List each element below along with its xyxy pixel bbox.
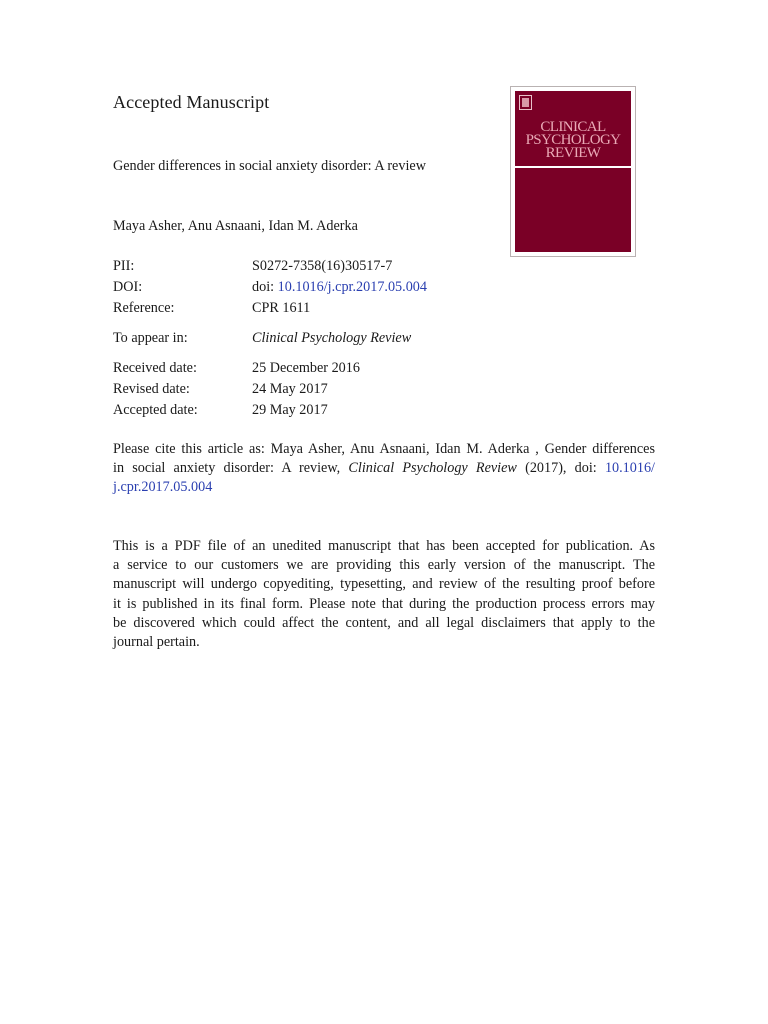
accepted-value: 29 May 2017 bbox=[252, 402, 328, 418]
cover-bottom-panel bbox=[515, 168, 631, 252]
disclaimer-line: a service to our customers we are providing this early version of the manuscript. The bbox=[113, 557, 655, 574]
page-heading: Accepted Manuscript bbox=[113, 92, 270, 112]
appear-label: To appear in: bbox=[113, 330, 188, 346]
authors: Maya Asher, Anu Asnaani, Idan M. Aderka bbox=[113, 218, 358, 234]
reference-value: CPR 1611 bbox=[252, 300, 311, 316]
citation-line bbox=[113, 478, 655, 497]
citation-paragraph bbox=[113, 440, 655, 498]
citation-doi-link-cont[interactable]: j.cpr.2017.05.004 bbox=[113, 479, 213, 496]
revised-label: Revised date: bbox=[113, 381, 190, 397]
accepted-label: Accepted date: bbox=[113, 402, 198, 418]
doi-link[interactable]: 10.1016/j.cpr.2017.05.004 bbox=[277, 279, 427, 295]
citation-line: Please cite this article as: Maya Asher, Anu Asnaani, Idan M. Aderka , Gender differences bbox=[113, 441, 655, 457]
elsevier-logo-icon bbox=[519, 95, 532, 110]
cover-top-panel bbox=[515, 91, 631, 166]
citation-text: (2017), doi: bbox=[516, 460, 605, 477]
citation-line bbox=[113, 459, 655, 478]
citation-journal: Clinical Psychology Review bbox=[348, 460, 517, 477]
journal-name: Clinical Psychology Review bbox=[252, 330, 412, 346]
cover-title-line: CLINICAL bbox=[540, 119, 606, 135]
pii-value: S0272-7358(16)30517-7 bbox=[252, 258, 393, 274]
disclaimer-line: it is published in its final form. Please note that during the production process errors may bbox=[113, 595, 655, 612]
citation-text: in social anxiety disorder: A review, bbox=[113, 460, 349, 477]
disclaimer-line: journal pertain. bbox=[113, 634, 200, 651]
reference-label: Reference: bbox=[113, 300, 175, 316]
disclaimer-line: This is a PDF file of an unedited manuscript that has been accepted for publication. As bbox=[113, 538, 655, 554]
journal-cover bbox=[510, 86, 636, 257]
disclaimer-line: manuscript will undergo copyediting, typesetting, and review of the resulting proof before bbox=[113, 576, 655, 593]
revised-value: 24 May 2017 bbox=[252, 381, 328, 397]
cover-title-line: PSYCHOLOGY bbox=[525, 132, 621, 148]
cover-title bbox=[515, 121, 631, 160]
cover-title-line: REVIEW bbox=[545, 145, 601, 161]
doi-label: DOI: bbox=[113, 279, 143, 295]
disclaimer-paragraph bbox=[113, 537, 655, 652]
doi-prefix: doi: bbox=[252, 279, 275, 295]
disclaimer-line: be discovered which could affect the content, and all legal disclaimers that apply to the bbox=[113, 614, 655, 631]
citation-doi-link[interactable]: 10.1016/ bbox=[604, 460, 655, 477]
article-title: Gender differences in social anxiety disorder: A review bbox=[113, 158, 426, 174]
received-label: Received date: bbox=[113, 360, 197, 376]
doi-value-wrap bbox=[252, 279, 427, 296]
received-value: 25 December 2016 bbox=[252, 360, 360, 376]
pii-label: PII: bbox=[113, 258, 135, 274]
